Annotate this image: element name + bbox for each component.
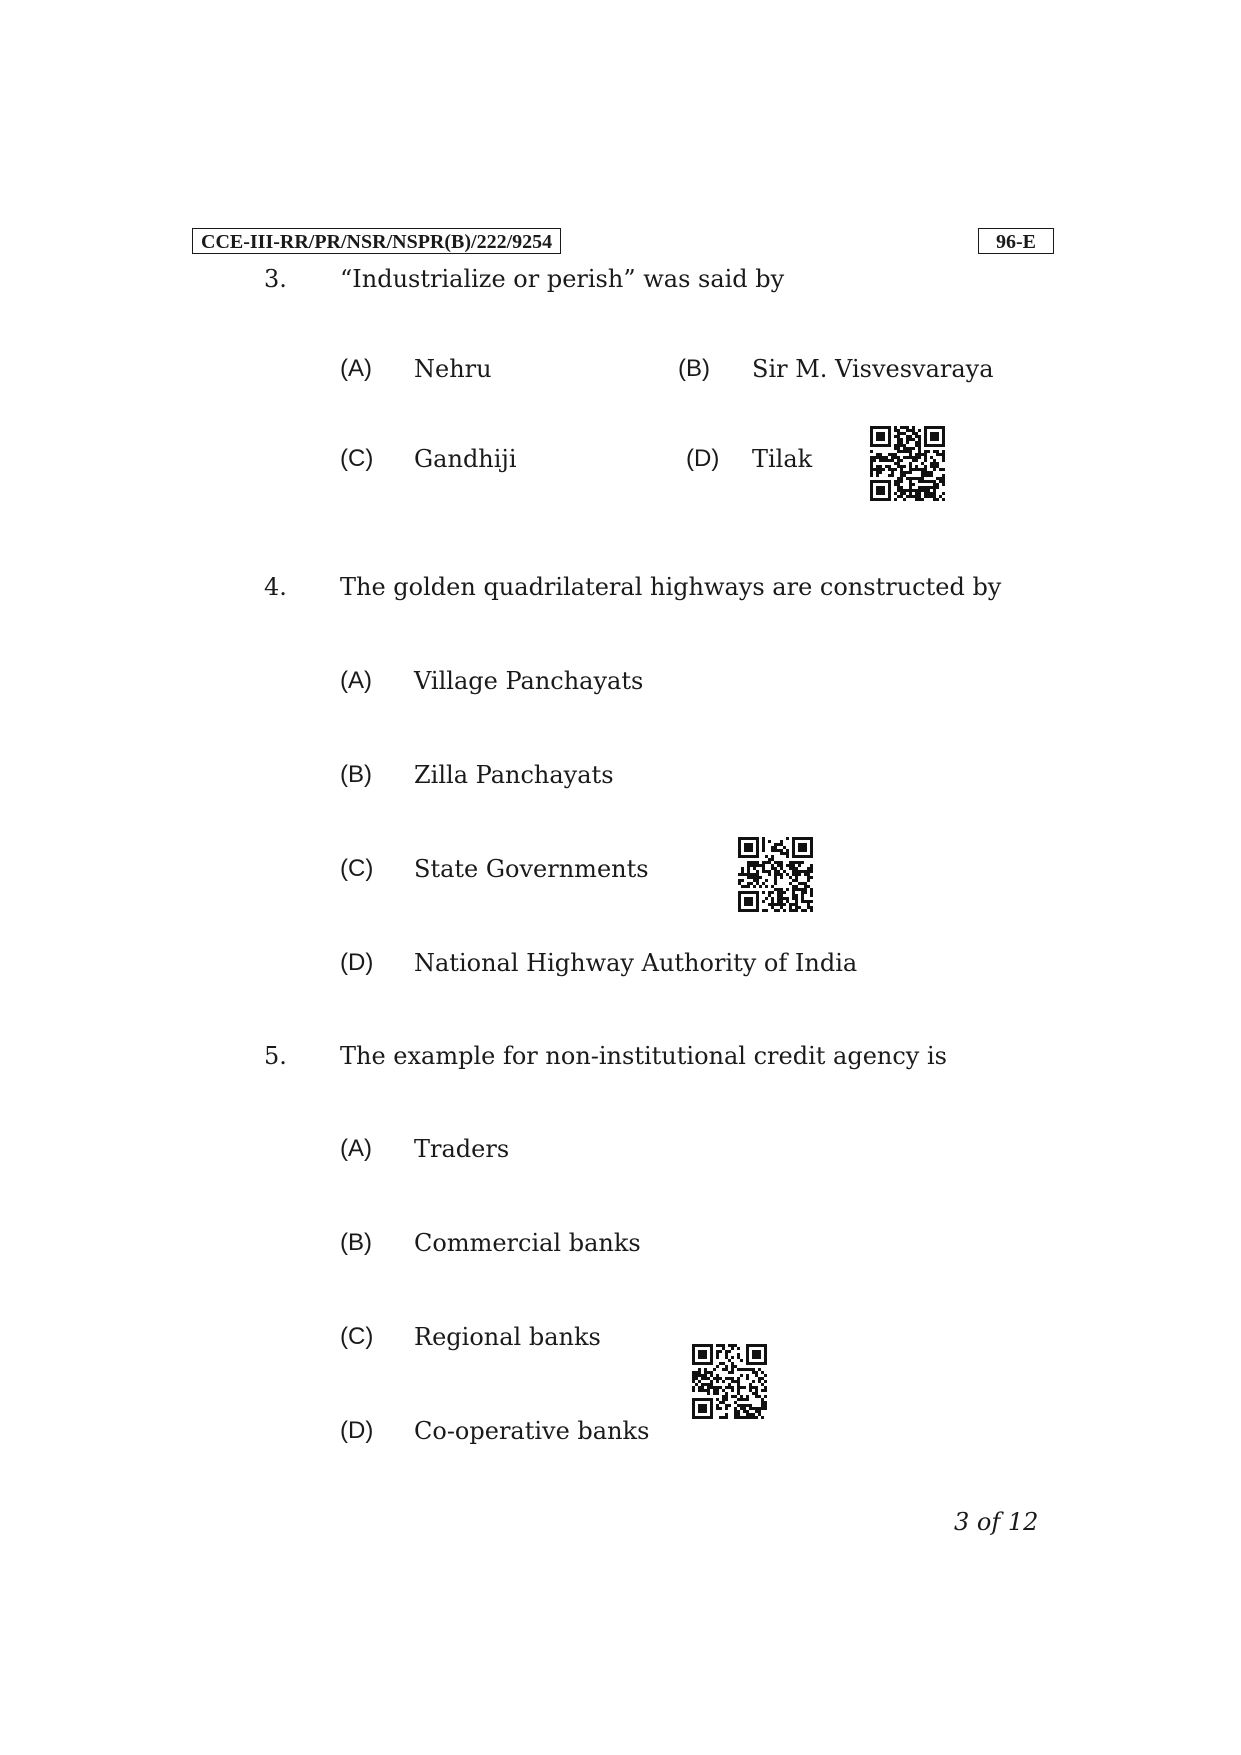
q3-option-c-letter: (C) [340, 445, 374, 472]
question-4-text: The golden quadrilateral highways are constructed by [340, 573, 1002, 601]
question-4-number: 4. [264, 573, 287, 601]
page-number: 3 of 12 [954, 1508, 1039, 1536]
q4-option-c-text: State Governments [414, 855, 649, 883]
question-5-text: The example for non-institutional credit agency is [340, 1042, 947, 1070]
q3-option-a-text: Nehru [414, 355, 492, 383]
question-3-number: 3. [264, 265, 287, 293]
question-3-text: “Industrialize or perish” was said by [340, 265, 785, 293]
question-5-number: 5. [264, 1042, 287, 1070]
q5-option-c-text: Regional banks [414, 1323, 601, 1351]
q4-option-c-letter: (C) [340, 855, 374, 882]
q3-option-d-text: Tilak [752, 445, 813, 473]
q5-option-a-letter: (A) [340, 1135, 372, 1162]
paper-code: CCE-III-RR/PR/NSR/NSPR(B)/222/9254 [192, 228, 561, 254]
q4-option-a-letter: (A) [340, 667, 372, 694]
q5-option-c-letter: (C) [340, 1323, 374, 1350]
qr-code-icon [738, 837, 814, 913]
qr-code-icon [870, 426, 946, 502]
q5-option-a-text: Traders [414, 1135, 510, 1163]
qr-code-icon [692, 1344, 768, 1420]
q3-option-b-letter: (B) [678, 355, 710, 382]
q3-option-c-text: Gandhiji [414, 445, 517, 473]
series-code: 96-E [978, 228, 1054, 254]
q3-option-a-letter: (A) [340, 355, 372, 382]
q4-option-d-letter: (D) [340, 949, 374, 976]
q5-option-b-text: Commercial banks [414, 1229, 641, 1257]
q3-option-d-letter: (D) [686, 445, 720, 472]
q5-option-b-letter: (B) [340, 1229, 372, 1256]
q4-option-a-text: Village Panchayats [414, 667, 644, 695]
q4-option-d-text: National Highway Authority of India [414, 949, 858, 977]
q4-option-b-letter: (B) [340, 761, 372, 788]
q5-option-d-letter: (D) [340, 1417, 374, 1444]
q5-option-d-text: Co-operative banks [414, 1417, 650, 1445]
q3-option-b-text: Sir M. Visvesvaraya [752, 355, 994, 383]
q4-option-b-text: Zilla Panchayats [414, 761, 614, 789]
